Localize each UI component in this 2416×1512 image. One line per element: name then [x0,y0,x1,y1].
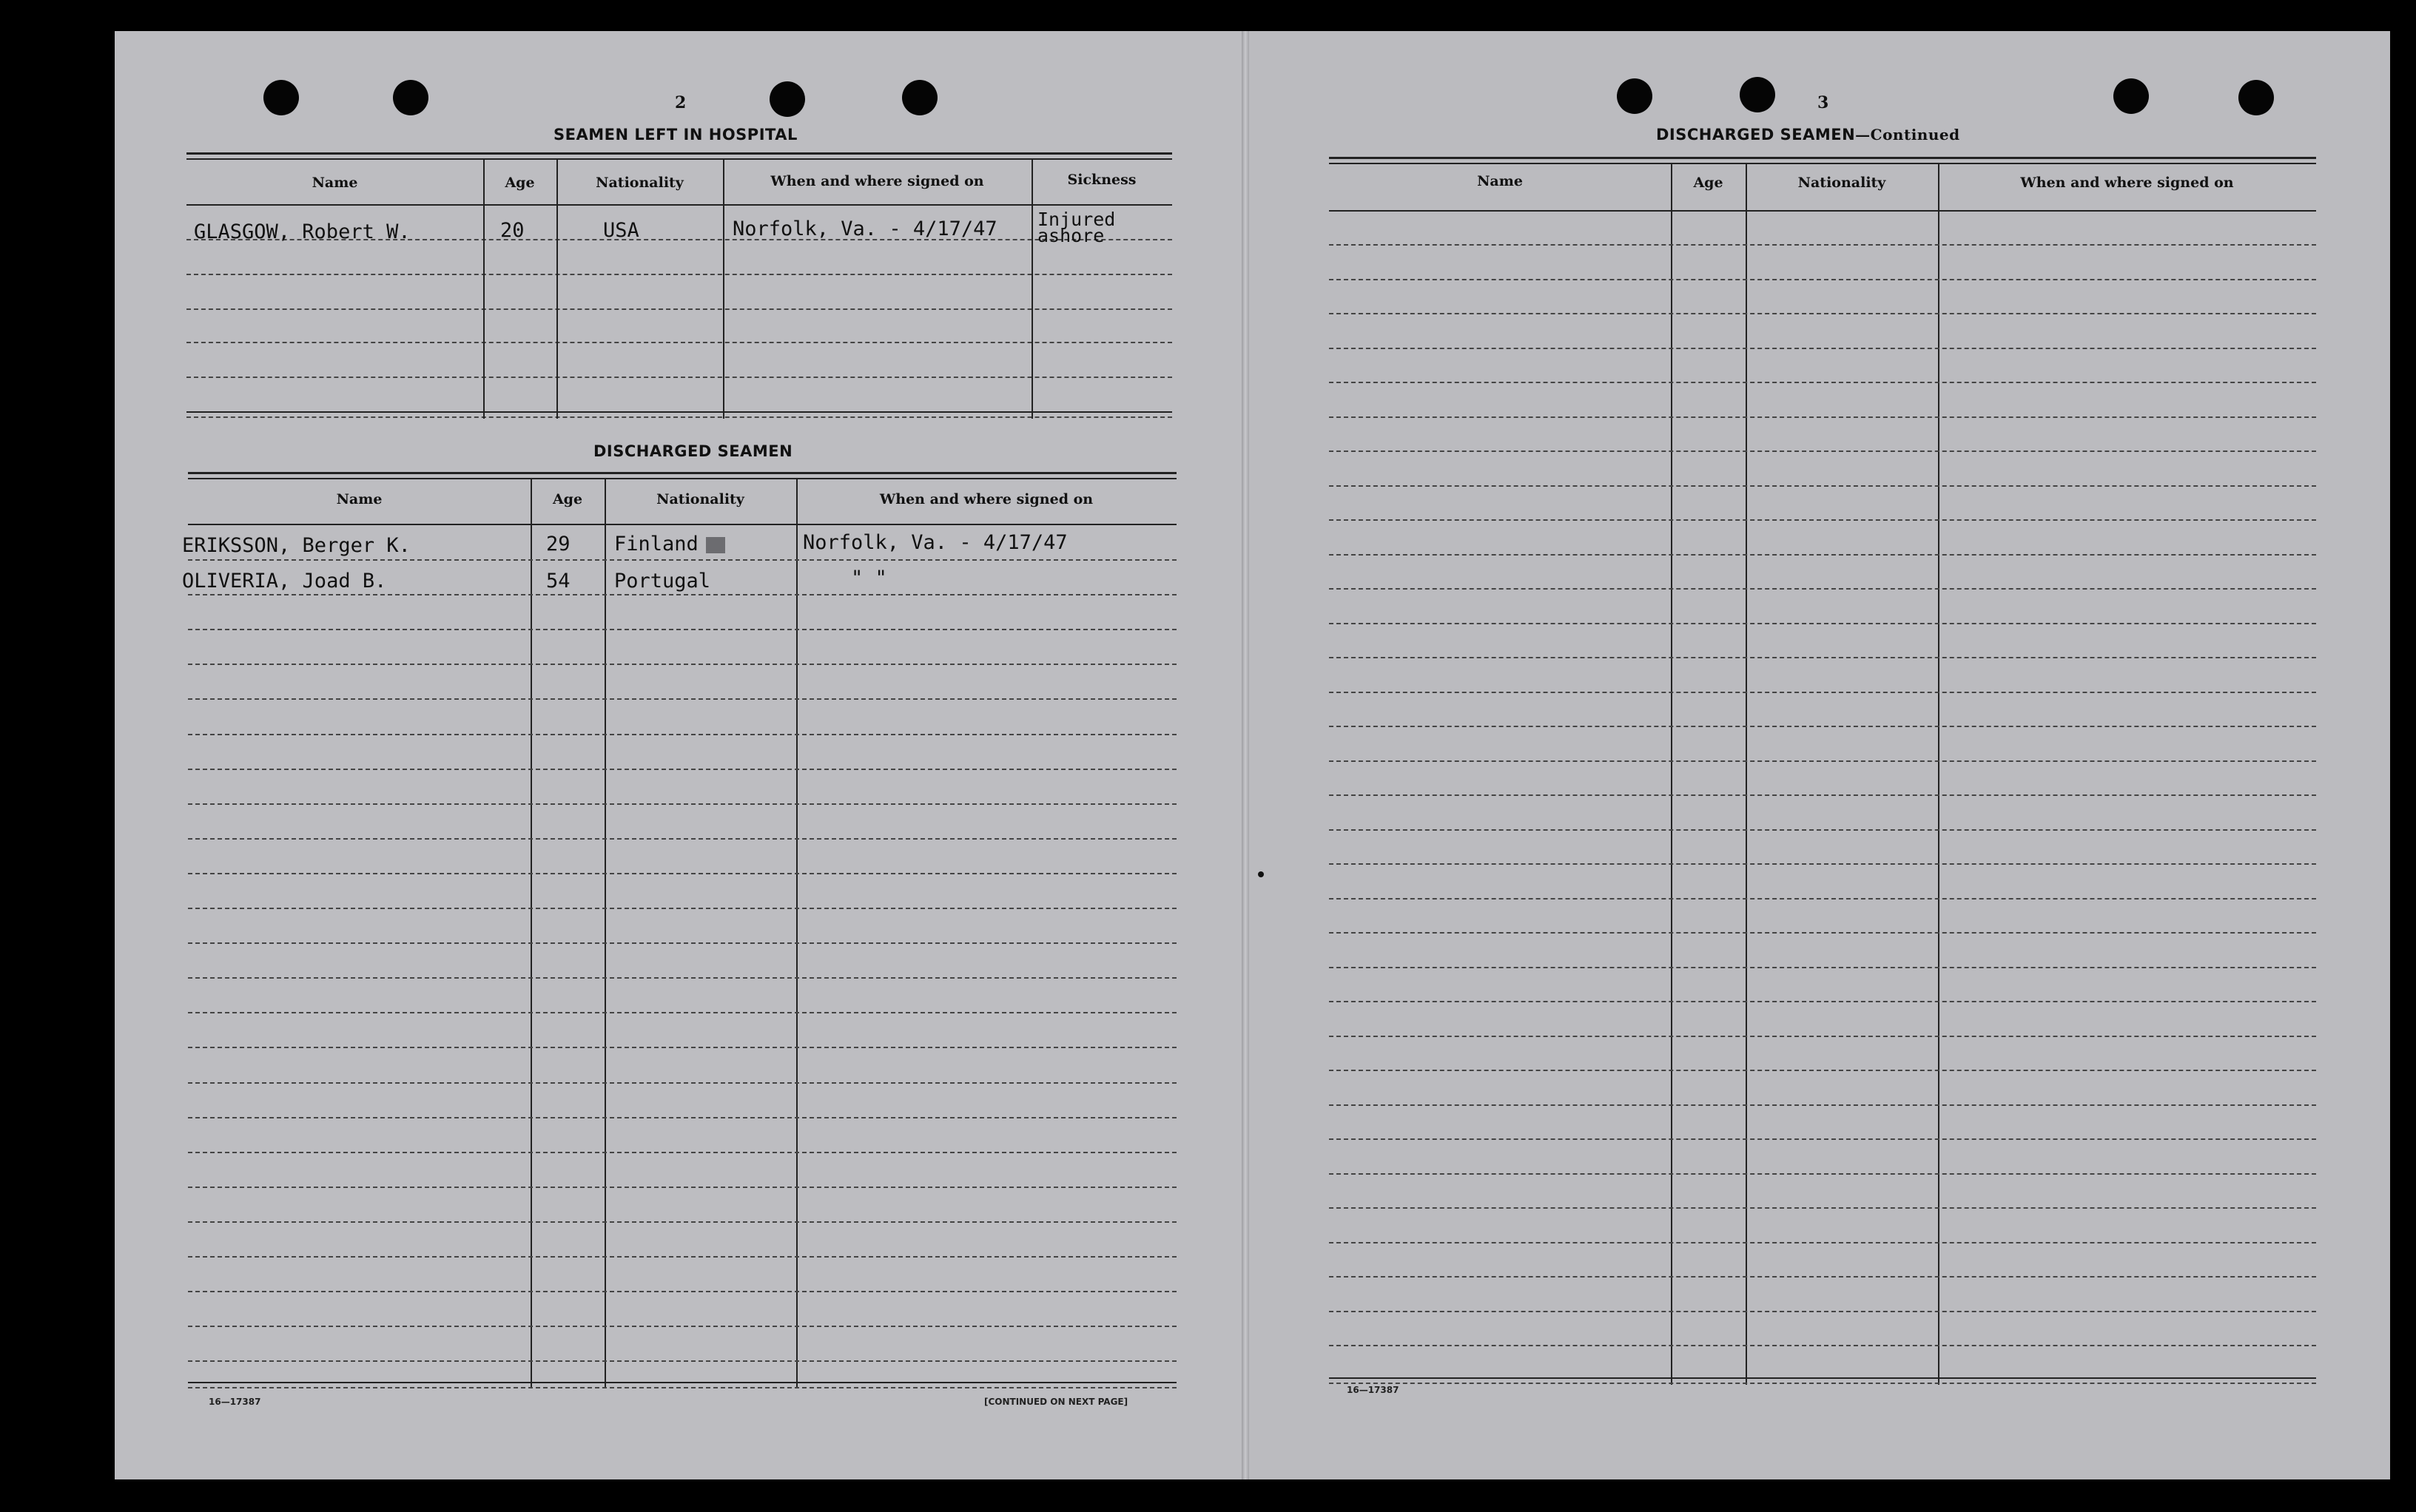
discharged-row-name: OLIVERIA, Joad B. [182,570,387,593]
ruled-line [188,559,1177,561]
header-age: Age [505,175,535,191]
discharged-row-age: 54 [546,570,571,593]
header-nationality: Nationality [1797,175,1886,191]
nationality-text: Finland [614,533,699,556]
header-age: Age [552,491,583,507]
header-name: Name [336,491,383,507]
ruled-line [1329,863,2316,865]
ruled-line [188,942,1177,944]
ruled-line [1329,794,2316,796]
ruled-line [188,1256,1177,1258]
ink-stamp [706,537,725,553]
ruled-line [188,1221,1177,1223]
hospital-row-signed-on: Norfolk, Va. - 4/17/47 [733,217,997,240]
ruled-line [188,698,1177,700]
ruled-line [188,734,1177,735]
ruled-line [1329,1207,2316,1209]
hospital-row-age: 20 [500,219,525,242]
punch-hole [263,80,299,115]
punch-hole [393,80,428,115]
ruled-line [1329,416,2316,418]
ruled-line [188,1012,1177,1013]
ruled-line [188,838,1177,840]
title-text: DISCHARGED SEAMEN [1656,126,1856,144]
ruled-line [188,1152,1177,1153]
ruled-line [188,977,1177,979]
ruled-line [188,1047,1177,1048]
header-sickness: Sickness [1067,172,1137,188]
ruled-line [1329,1345,2316,1346]
header-signed-on: When and where signed on [879,491,1094,507]
ruled-line [188,629,1177,630]
header-signed-on: When and where signed on [770,173,984,189]
discharged-row-age: 29 [546,533,571,556]
ruled-line [1329,1311,2316,1312]
discharged-row-signed-on: Norfolk, Va. - 4/17/47 [803,531,1068,554]
discharged-section-title: DISCHARGED SEAMEN [593,442,793,460]
ruled-line [1329,967,2316,968]
discharged-row-signed-on: " " [851,567,887,590]
ruled-line [188,1082,1177,1084]
ruled-line [1329,760,2316,762]
discharged-table [188,472,1177,1388]
discharged-continued-table [1329,157,2316,1385]
header-name: Name [1477,173,1523,189]
ruled-line [1329,519,2316,521]
ruled-line [188,1291,1177,1292]
discharged-row-nationality: Portugal [614,570,711,593]
hospital-row-sickness: Injured ashore [1037,209,1116,246]
ruled-line [188,769,1177,770]
hospital-row-name: GLASGOW, Robert W. [194,220,411,243]
discharged-row-name: ERIKSSON, Berger K. [182,534,411,557]
punch-hole [902,80,938,115]
hospital-section-title: SEAMEN LEFT IN HOSPITAL [553,126,798,144]
ruled-line [1329,485,2316,487]
ruled-line [1329,1173,2316,1175]
hospital-row-nationality: USA [603,219,639,242]
ruled-line [1329,588,2316,590]
ruled-line [188,1117,1177,1118]
ruled-line [1329,898,2316,900]
ruled-line [188,1187,1177,1188]
ruled-line [188,908,1177,909]
ruled-line [1329,1138,2316,1140]
ruled-line [1329,1001,2316,1002]
ruled-line [188,873,1177,874]
hospital-table [186,152,1172,419]
ruled-line [1329,726,2316,727]
ruled-line [188,594,1177,595]
form-number: 16—17387 [209,1397,261,1407]
speck [1258,871,1264,877]
ruled-line [188,1326,1177,1327]
header-age: Age [1693,175,1723,191]
ruled-line [1329,279,2316,280]
ruled-line [188,1360,1177,1362]
ruled-line [1329,244,2316,246]
page-number: 3 [1817,93,1829,112]
page-number: 2 [675,93,687,112]
ruled-line [188,664,1177,665]
ruled-line [188,803,1177,805]
ruled-line [1329,554,2316,556]
title-suffix: —Continued [1855,126,1960,144]
punch-hole [770,81,805,117]
header-name: Name [312,175,358,191]
ruled-line [1329,1276,2316,1278]
discharged-row-nationality [614,533,725,556]
header-nationality: Nationality [656,491,744,507]
ruled-line [1329,1104,2316,1106]
ruled-line [1329,932,2316,934]
ruled-line [1329,1036,2316,1037]
punch-hole [1740,77,1775,112]
ruled-line [1329,313,2316,314]
ruled-line [1329,1070,2316,1071]
ruled-line [1329,1242,2316,1243]
header-nationality: Nationality [596,175,684,191]
ruled-line [1329,382,2316,383]
ruled-line [1329,829,2316,831]
continued-note: [CONTINUED ON NEXT PAGE] [984,1397,1128,1407]
page-fold [1242,31,1249,1479]
ruled-line [1329,450,2316,452]
punch-hole [1617,78,1652,114]
ruled-line [1329,623,2316,624]
discharged-continued-title [1656,126,1960,144]
ruled-line [1329,657,2316,658]
ruled-line [1329,692,2316,693]
ruled-line [1329,348,2316,349]
header-signed-on: When and where signed on [2020,175,2234,191]
punch-hole [2113,78,2149,114]
form-number: 16—17387 [1347,1385,1399,1395]
punch-hole [2238,80,2274,115]
